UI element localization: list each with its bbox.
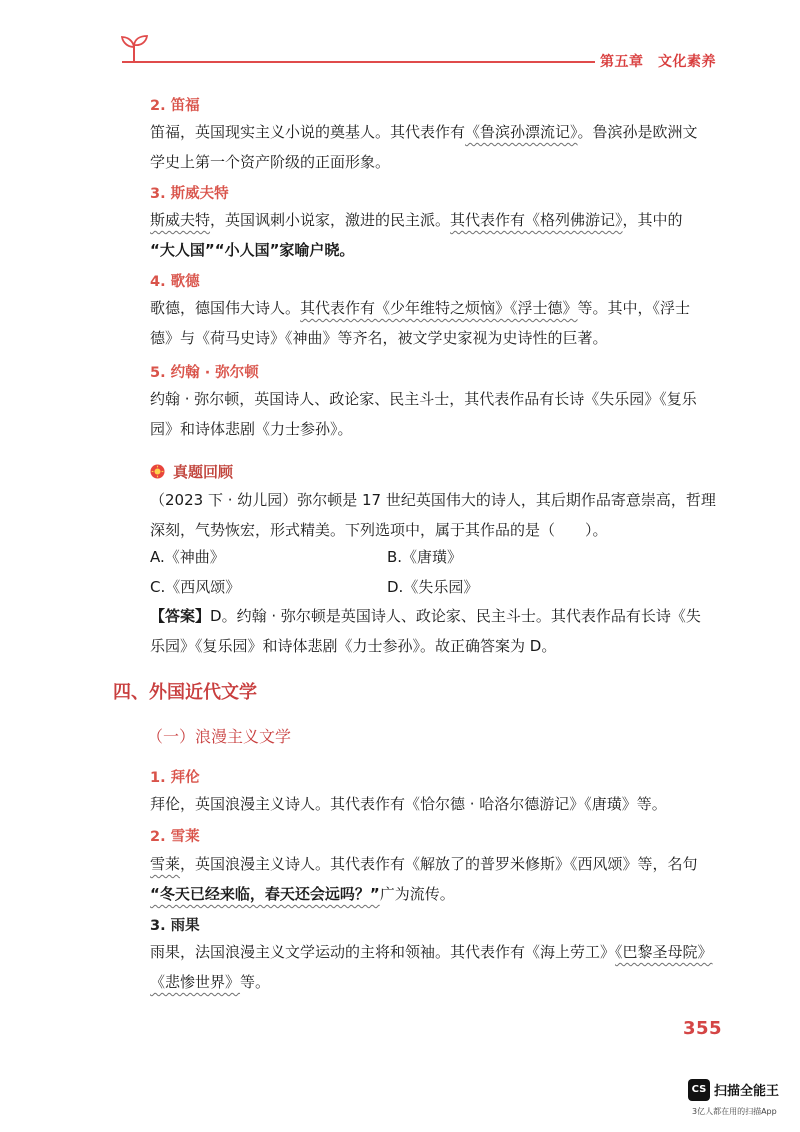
text-line: 学史上第一个资产阶级的正面形象。 — [150, 153, 391, 171]
entry-hugo — [150, 916, 730, 936]
sprout-icon — [120, 34, 150, 62]
underlined-text: 《鲁滨孙漂流记》 — [465, 123, 578, 141]
text-span: ，英国浪漫主义诗人。其代表作有《解放了的普罗米修斯》《西风颂》等，名句 — [180, 855, 698, 873]
text-line: “大人国”“小人国”家喻户晓。 — [150, 241, 355, 259]
entry-shelley — [150, 827, 730, 847]
entry-heading: 3. 斯威夫特 — [150, 186, 229, 202]
paragraph-shelley — [150, 849, 730, 909]
entry-milton — [150, 363, 730, 383]
underlined-text: 斯威夫特 — [150, 211, 211, 229]
underlined-text: “冬天已经来临，春天还会远吗？” — [150, 885, 380, 903]
answer-label: 【答案】 — [150, 607, 211, 625]
entry-swift — [150, 184, 730, 204]
text-span: 雨果，法国浪漫主义文学运动的主将和领袖。其代表作有《海上劳工》 — [150, 943, 616, 961]
text-line: 乐园》《复乐园》和诗体悲剧《力士参孙》。故正确答案为 D。 — [150, 637, 557, 655]
text-span: ，英国讽刺小说家，激进的民主派。 — [210, 211, 451, 229]
paragraph-swift — [150, 205, 730, 265]
text-span: 笛福，英国现实主义小说的奠基人。其代表作有 — [150, 123, 466, 141]
entry-heading: 4. 歌德 — [150, 274, 200, 290]
entry-defoe — [150, 96, 730, 116]
text-span: 等。其中，《浮士 — [577, 299, 691, 317]
text-line: 德》与《荷马史诗》《神曲》等齐名，被文学史家视为史诗性的巨著。 — [150, 329, 608, 347]
entry-heading: 2. 笛福 — [150, 98, 200, 114]
option-a: A.《神曲》 — [150, 548, 225, 566]
page-number: 355 — [683, 1018, 723, 1039]
option-d: D.《失乐园》 — [387, 578, 479, 596]
text-span: 广为流传。 — [379, 885, 455, 903]
header-rule — [122, 61, 595, 63]
paragraph-milton — [150, 384, 730, 444]
watermark-name: 扫描全能王 — [714, 1084, 780, 1099]
underlined-text: 其代表作有《格列佛游记》 — [450, 211, 623, 229]
entry-heading: 1. 拜伦 — [150, 770, 200, 786]
text-line: 拜伦，英国浪漫主义诗人。其代表作有《恰尔德 · 哈洛尔德游记》《唐璜》等。 — [150, 795, 667, 813]
text-line: 园》和诗体悲剧《力士参孙》。 — [150, 420, 353, 438]
underlined-text: 雪莱 — [150, 855, 181, 873]
review-answer — [150, 601, 730, 661]
text-span: ，其中的 — [622, 211, 683, 229]
paragraph-byron — [150, 789, 730, 819]
paragraph-hugo — [150, 937, 730, 997]
paragraph-goethe — [150, 293, 730, 353]
text-line: 约翰 · 弥尔顿，英国诗人、政论家、民主斗士，其代表作品有长诗《失乐园》《复乐 — [150, 390, 697, 408]
sun-icon — [150, 464, 165, 479]
review-title: 真题回顾 — [173, 463, 234, 481]
entry-goethe — [150, 272, 730, 292]
text-line: 深刻，气势恢宏，形式精美。下列选项中，属于其作品的是（ ）。 — [150, 521, 608, 539]
entry-byron — [150, 768, 730, 788]
underlined-text: 《悲惨世界》 — [150, 973, 241, 991]
text-span: 歌德，德国伟大诗人。 — [150, 299, 301, 317]
chapter-title: 第五章 文化素养 — [600, 54, 716, 70]
text-span: 等。 — [240, 973, 271, 991]
underlined-text: 《巴黎圣母院》 — [615, 943, 713, 961]
entry-heading: 3. 雨果 — [150, 918, 200, 934]
entry-heading: 5. 约翰 · 弥尔顿 — [150, 365, 259, 381]
review-header — [150, 461, 730, 482]
option-b: B.《唐璜》 — [387, 548, 463, 566]
text-span: D。约翰 · 弥尔顿是英国诗人、政论家、民主斗士。其代表作品有长诗《失 — [210, 607, 701, 625]
watermark-tagline: 3亿人都在用的扫描App — [692, 1107, 777, 1116]
option-c: C.《西风颂》 — [150, 578, 241, 596]
subsection-title: （一）浪漫主义文学 — [147, 727, 292, 746]
section-title: 四、外国近代文学 — [113, 682, 257, 703]
scanner-watermark — [688, 1079, 790, 1119]
text-span: 。鲁滨孙是欧洲文 — [577, 123, 698, 141]
cs-logo-icon: CS — [688, 1079, 710, 1101]
underlined-text: 其代表作有《少年维特之烦恼》《浮士德》 — [300, 299, 578, 317]
text-line: （2023 下 · 幼儿园）弥尔顿是 17 世纪英国伟大的诗人，其后期作品寄意崇高，哲理 — [150, 491, 716, 509]
paragraph-defoe — [150, 117, 730, 177]
entry-heading: 2. 雪莱 — [150, 829, 200, 845]
review-question — [150, 485, 730, 545]
